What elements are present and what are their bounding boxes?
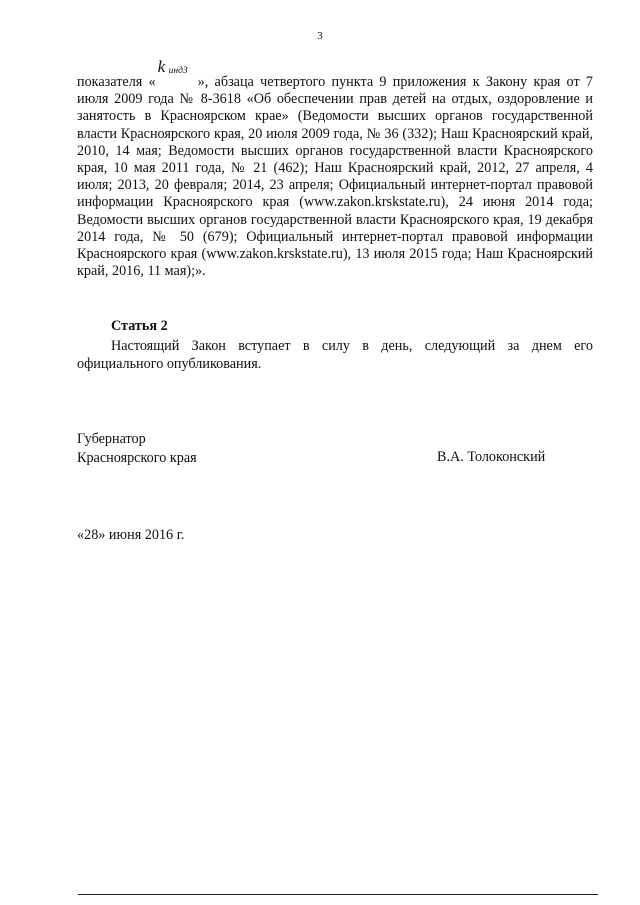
page-number: 3 bbox=[317, 30, 323, 42]
bottom-divider bbox=[78, 894, 598, 895]
signature-title-line2: Красноярского края bbox=[77, 450, 197, 466]
signature-title-line1: Губернатор bbox=[77, 431, 146, 447]
signing-date: «28» июня 2016 г. bbox=[77, 527, 185, 543]
signature-title bbox=[77, 430, 197, 468]
paragraph-prefix: показателя « bbox=[77, 74, 156, 90]
coefficient-subscript: индЗ bbox=[168, 66, 188, 76]
amendment-paragraph bbox=[77, 57, 593, 280]
coefficient-letter: k bbox=[157, 57, 166, 76]
coefficient-symbol bbox=[156, 57, 198, 86]
article-heading: Статья 2 bbox=[111, 318, 168, 334]
paragraph-text: », абзаца четвертого пункта 9 приложения к Закону края от 7 июля 2009 года № 8-3618 «Об обеспечении прав детей на отдых, оздоровление и занятость в Красноярском крае» (Ведомости высших органов государственной власти Красноярского края, 20 июля 2009 года, № 36 (332); Наш Красноярский край, 2010, 14 мая; Ведомости высших органов государственной власти Красноярского края, 10 мая 2011 года, № 21 (462); Наш Красноярский край, 2012, 27 апреля, 4 июля; 2013, 20 февраля; 2014, 23 апреля; Официальный интернет-портал правовой информации Красноярского края (www.zakon.krskstate.ru), 24 июня 2014 года; Ведомости высших органов государственной власти Красноярского края, 19 декабря 2014 года, № 50 (679); Официальный интернет-портал правовой информации Красноярского края (www.zakon.krskstate.ru), 13 июля 2015 года; Наш Красноярский край, 2016, 11 мая);». bbox=[77, 74, 593, 280]
signatory-name: В.А. Толоконский bbox=[437, 449, 546, 465]
article-text: Настоящий Закон вступает в силу в день, следующий за днем его официального опубликования. bbox=[77, 338, 593, 372]
